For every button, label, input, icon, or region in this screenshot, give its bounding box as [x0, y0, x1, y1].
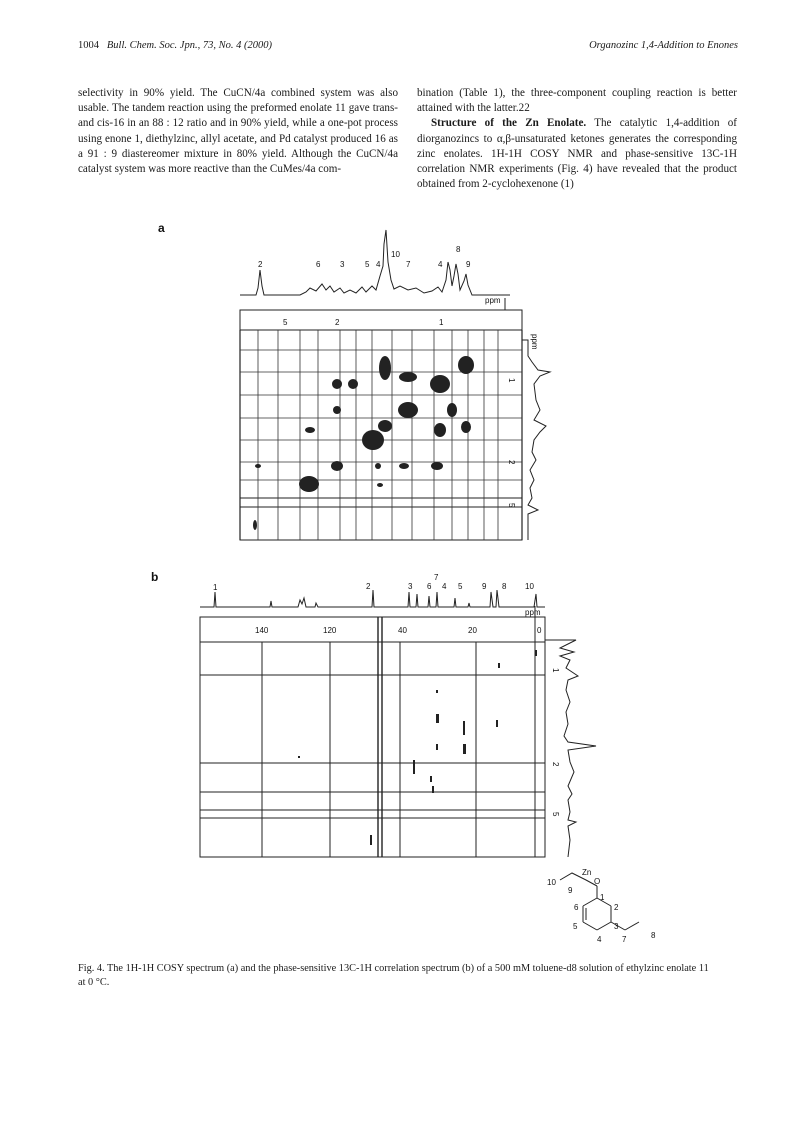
peak-label: 1 — [213, 583, 218, 592]
atom-label: O — [594, 877, 601, 886]
panel-b-top-axis-ticks — [255, 608, 542, 635]
right-paragraph-1: bination (Table 1), the three-component coupling reaction is better attained with the latter.22 — [417, 87, 737, 115]
peak-label: 6 — [427, 582, 432, 591]
panel-b-cross-peaks — [298, 650, 537, 845]
peak-label: 9 — [466, 260, 471, 269]
panel-b-plot-frame — [200, 606, 545, 857]
axis-tick: 2 — [551, 762, 560, 767]
axis-tick: 40 — [398, 626, 407, 635]
peak-label: 3 — [340, 260, 345, 269]
section-heading: Structure of the Zn Enolate. — [431, 117, 587, 130]
atom-label: 6 — [574, 903, 579, 912]
peak-label: 4 — [442, 582, 447, 591]
peak-label: 2 — [366, 582, 371, 591]
peak-label: 10 — [391, 250, 400, 259]
peak-label: 4 — [376, 260, 381, 269]
axis-unit: ppm — [530, 334, 539, 350]
panel-b-side-axis-ticks — [551, 668, 560, 817]
peak-label: 7 — [406, 260, 411, 269]
page-number: 1004 — [78, 40, 99, 51]
axis-tick: 1 — [507, 378, 516, 383]
peak-label: 10 — [525, 582, 534, 591]
axis-unit: ppm — [525, 608, 541, 617]
peak-label: 8 — [502, 582, 507, 591]
panel-a-cross-peaks — [253, 356, 474, 530]
axis-tick: 1 — [439, 318, 444, 327]
running-title: Organozinc 1,4-Addition to Enones — [589, 40, 738, 51]
atom-label: 3 — [614, 922, 619, 931]
panel-a-label: a — [158, 221, 165, 235]
panel-a-top-axis-ticks — [283, 296, 501, 327]
figure-caption: Fig. 4. The 1H-1H COSY spectrum (a) and the phase-sensitive 13C-1H correlation spectrum (b) of a 500 mM toluene-d8 solution of ethylzinc enolate 11 at 0 °C. — [78, 963, 709, 988]
peak-label: 6 — [316, 260, 321, 269]
panel-a-top-peak-labels — [258, 245, 471, 269]
atom-label: 1 — [600, 893, 605, 902]
left-paragraph: selectivity in 90% yield. The CuCN/4a combined system was also usable. The tandem reaction using the preformed enolate 11 gave trans- and cis-16 in an 88 : 12 ratio and in 90% yield, while a one-pot process using enone 1, diethylzinc, allyl acetate, and Pd catalyst produced 16 as a 91 : 9 diastereomer mixture in 80% yield. Although the CuCN/4a catalyst system was more reactive than the CuMes/4a com- — [78, 87, 398, 176]
atom-label: 4 — [597, 935, 602, 944]
peak-label: 7 — [434, 573, 439, 582]
panel-b-top-peak-labels — [213, 573, 534, 592]
panel-a-side-axis-ticks — [507, 334, 539, 508]
atom-label: 10 — [547, 878, 556, 887]
axis-tick: 140 — [255, 626, 269, 635]
peak-label: 8 — [456, 245, 461, 254]
panel-b-label: b — [151, 570, 159, 584]
axis-tick: 1 — [551, 668, 560, 673]
structure-atom-labels — [547, 868, 656, 944]
right-paragraph-2: The catalytic 1,4-addition of diorganozincs to α,β-unsaturated ketones generates the corresponding zinc enolates. 1H-1H COSY NMR and phase-sensitive 13C-1H correlation NMR experiments (Fig. 4) have revealed that the product obtained from 2-cyclohexenone (1) — [417, 117, 737, 191]
peak-label: 2 — [258, 260, 263, 269]
peak-label: 4 — [438, 260, 443, 269]
panel-a-plot-frame — [240, 298, 522, 540]
axis-unit: ppm — [485, 296, 501, 305]
panel-b-side-trace — [545, 640, 596, 857]
atom-label: 7 — [622, 935, 627, 944]
atom-label: 5 — [573, 922, 578, 931]
peak-label: 9 — [482, 582, 487, 591]
peak-label: 5 — [458, 582, 463, 591]
peak-label: 3 — [408, 582, 413, 591]
panel-a-side-trace — [522, 340, 550, 540]
atom-label: 2 — [614, 903, 619, 912]
panel-b-1d-trace — [200, 590, 545, 607]
axis-tick: 2 — [335, 318, 340, 327]
axis-tick: 5 — [283, 318, 288, 327]
atom-label: 8 — [651, 931, 656, 940]
atom-label: 9 — [568, 886, 573, 895]
axis-tick: 0 — [537, 626, 542, 635]
atom-label: Zn — [582, 868, 592, 877]
axis-tick: 2 — [507, 460, 516, 465]
axis-tick: 5 — [507, 503, 516, 508]
axis-tick: 20 — [468, 626, 477, 635]
journal-citation: Bull. Chem. Soc. Jpn., 73, No. 4 (2000) — [106, 40, 272, 51]
peak-label: 5 — [365, 260, 370, 269]
axis-tick: 5 — [551, 812, 560, 817]
axis-tick: 120 — [323, 626, 337, 635]
